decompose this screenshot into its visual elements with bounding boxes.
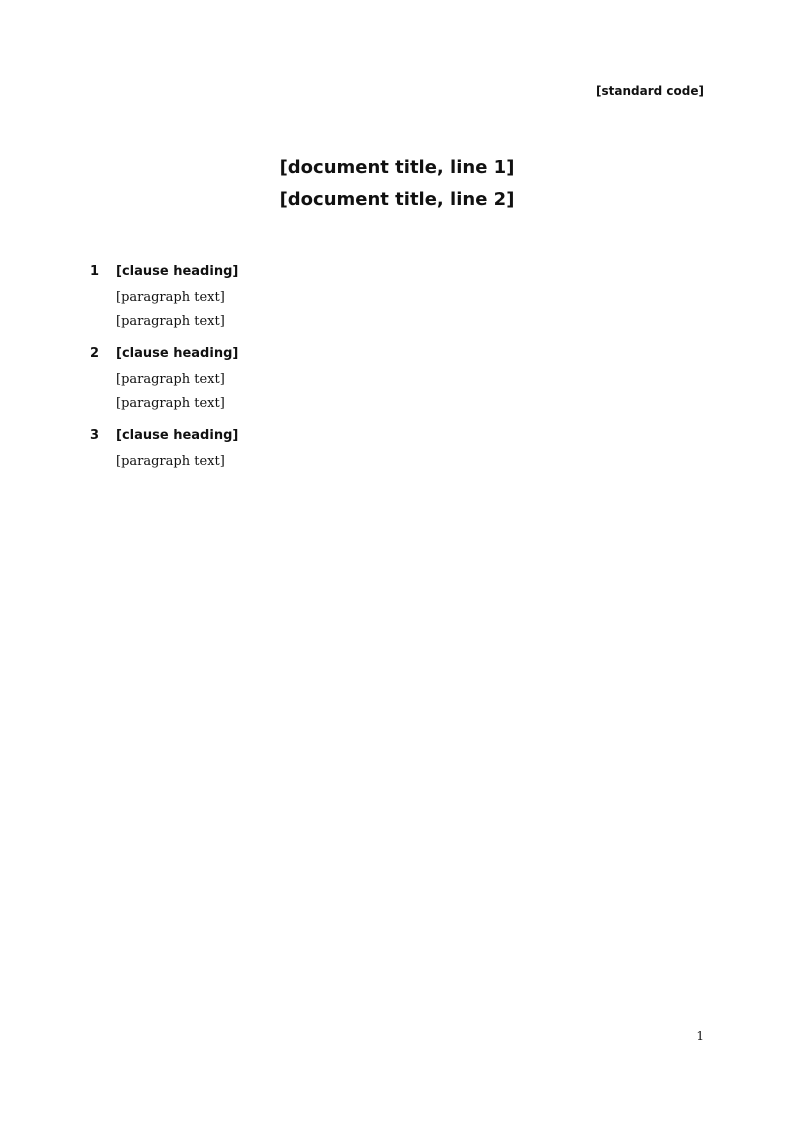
paragraph: [paragraph text] — [116, 290, 225, 305]
clause-heading — [90, 344, 704, 364]
standard-code: [standard code] — [596, 84, 704, 98]
clause-number: 2 — [90, 346, 100, 361]
paragraph: [paragraph text] — [116, 454, 225, 469]
paragraph: [paragraph text] — [116, 396, 225, 411]
clause-title: [clause heading] — [116, 428, 239, 443]
page-number: 1 — [696, 1029, 704, 1043]
paragraph: [paragraph text] — [116, 314, 225, 329]
document-title — [0, 152, 794, 216]
clause-1 — [90, 262, 704, 332]
title-line-1: [document title, line 1] — [279, 157, 515, 178]
clause-3 — [90, 426, 704, 472]
clause-number: 3 — [90, 428, 100, 443]
clause-heading — [90, 262, 704, 282]
paragraph: [paragraph text] — [116, 372, 225, 387]
clause-title: [clause heading] — [116, 346, 239, 361]
clause-number: 1 — [90, 264, 100, 279]
document-body — [90, 250, 704, 476]
clause-2 — [90, 344, 704, 414]
title-line-2: [document title, line 2] — [279, 189, 515, 210]
clause-title: [clause heading] — [116, 264, 239, 279]
clause-heading — [90, 426, 704, 446]
